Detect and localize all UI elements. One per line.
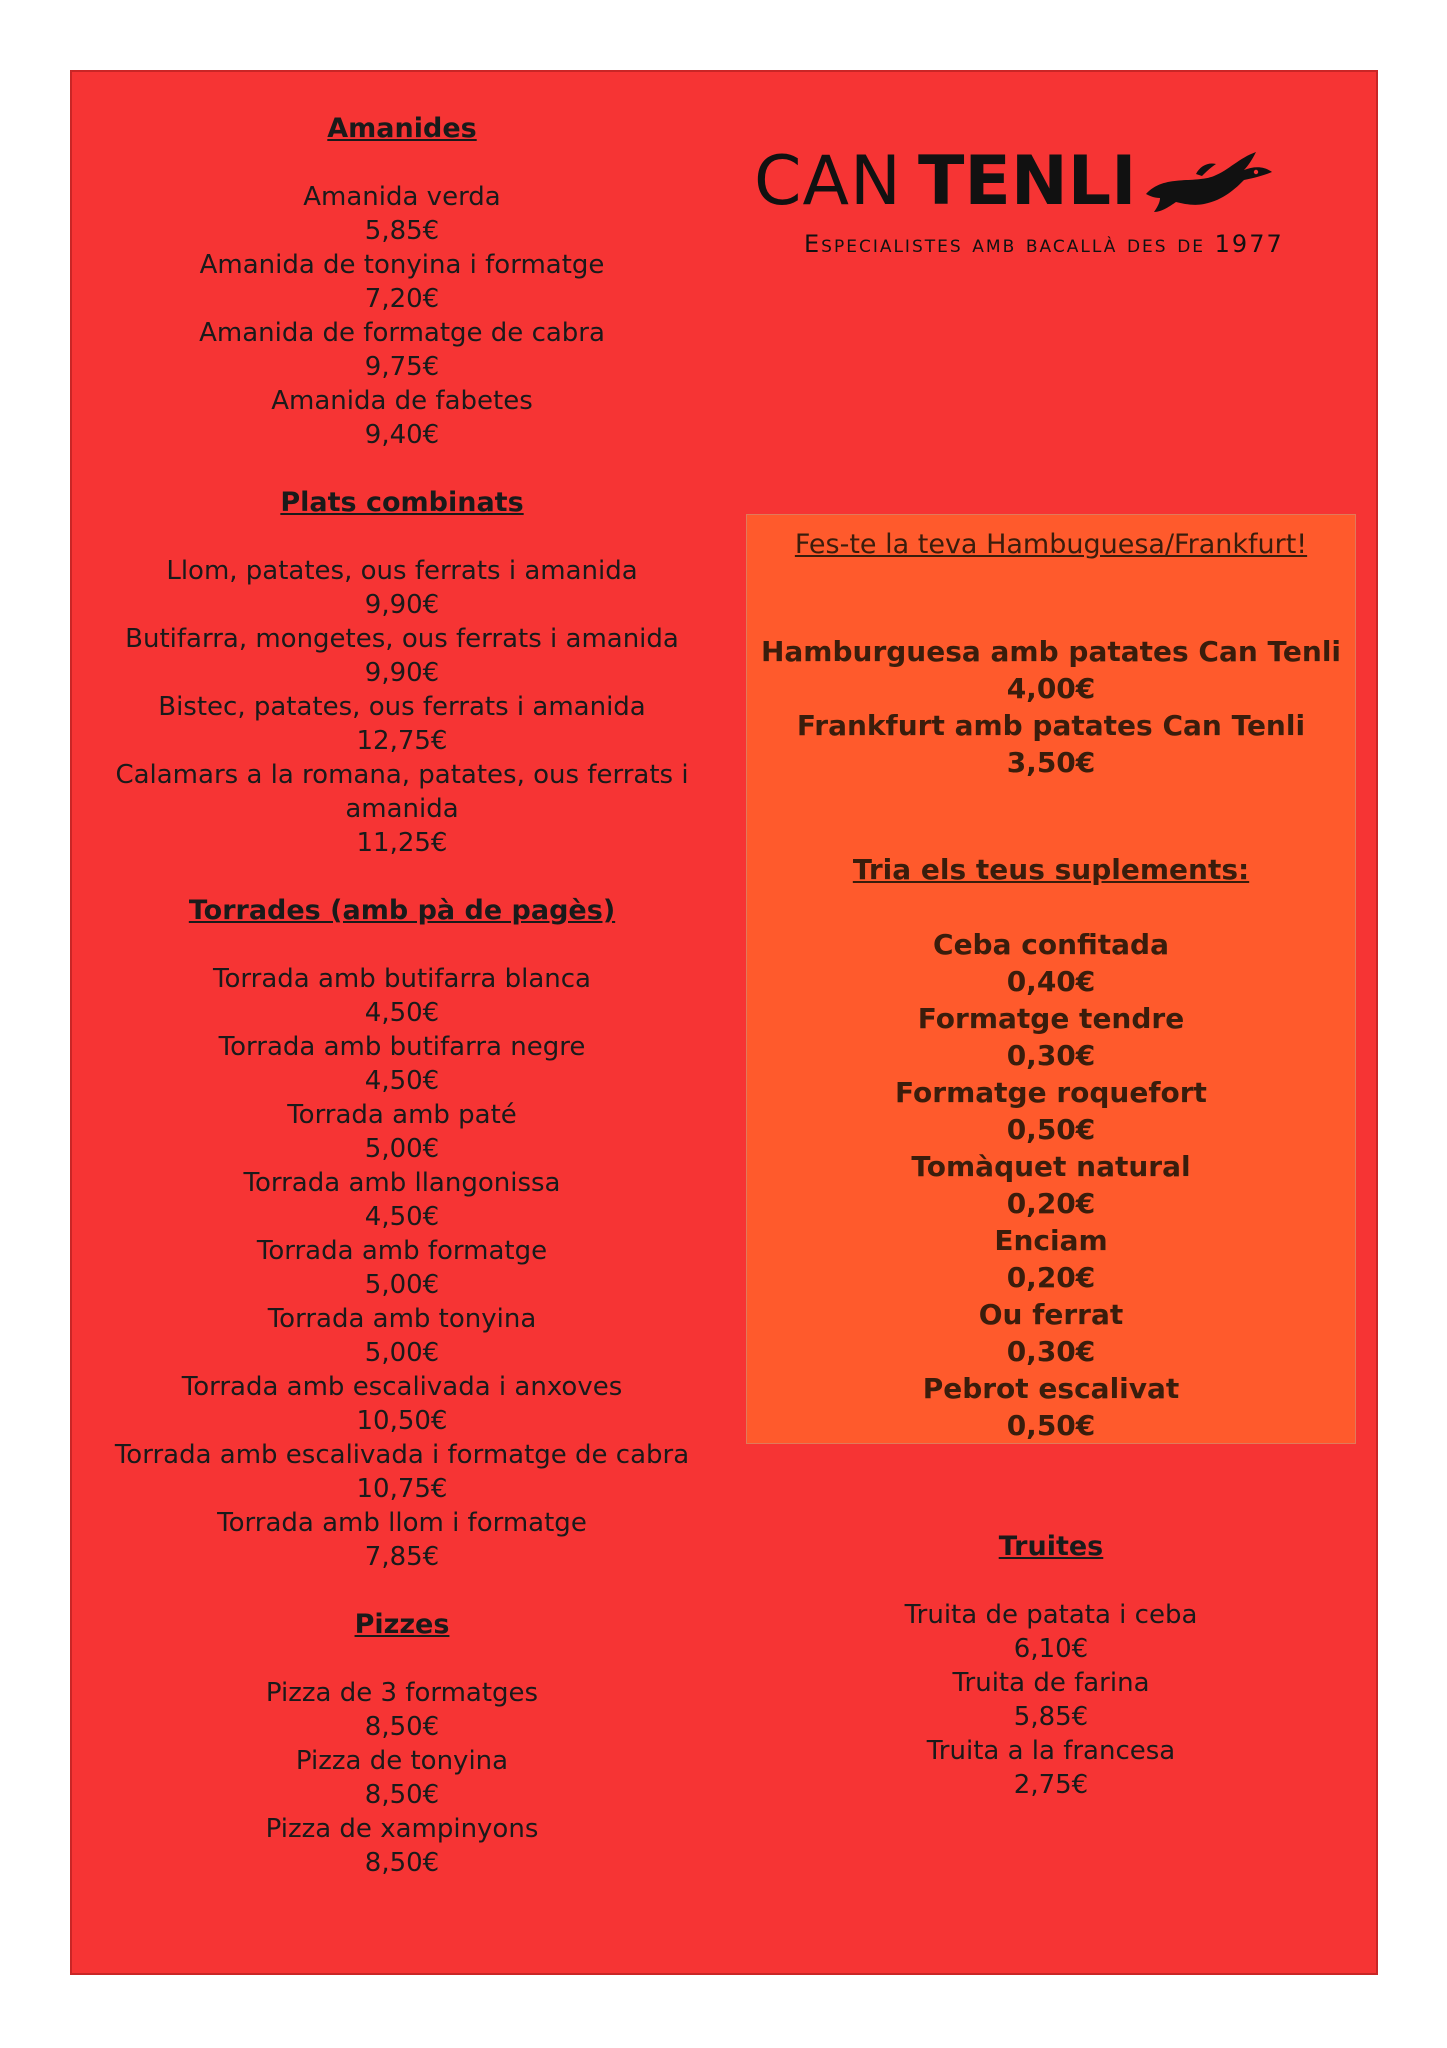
supplement-price: 0,30€	[1006, 1039, 1096, 1072]
menu-item-price: 5,00€	[364, 1134, 440, 1164]
section-truites	[746, 1530, 1356, 1836]
menu-item-name: Torrada amb formatge	[256, 1236, 548, 1266]
brand-name-bold: TENLI	[918, 142, 1137, 221]
supplement-price: 0,20€	[1006, 1261, 1096, 1294]
menu-item-price: 5,85€	[1013, 1702, 1089, 1732]
fish-icon	[1144, 144, 1274, 214]
section-amanides	[72, 112, 732, 452]
menu-item-name: Torrada amb tonyina	[267, 1304, 537, 1334]
menu-item-price: 8,50€	[364, 1848, 440, 1878]
burger-box-title: Fes-te la teva Hambuguesa/Frankfurt!	[794, 529, 1308, 560]
menu-item-name: Amanida de formatge de cabra	[199, 318, 605, 348]
menu-item-price: 5,85€	[364, 216, 440, 246]
menu-item-price: 8,50€	[364, 1712, 440, 1742]
menu-item-price: 4,50€	[364, 1066, 440, 1096]
supplement-price: 0,50€	[1006, 1409, 1096, 1442]
supplement-name: Ceba confitada	[933, 928, 1169, 961]
menu-item-name: Amanida de fabetes	[271, 386, 533, 416]
section-plats-combinats	[72, 486, 732, 860]
section-title: Plats combinats	[280, 487, 524, 518]
menu-item-price: 10,75€	[356, 1474, 448, 1504]
item-list	[72, 554, 732, 860]
brand-logo	[752, 142, 1312, 272]
menu-page	[70, 70, 1378, 1975]
menu-item-name: Amanida de tonyina i formatge	[199, 250, 605, 280]
supplement-name: Formatge roquefort	[895, 1076, 1207, 1109]
menu-item-name: Calamars a la romana, patates, ous ferrats i amanida	[115, 760, 689, 824]
menu-item-price: 4,00€	[1006, 672, 1096, 705]
menu-item-price: 9,40€	[364, 420, 440, 450]
supplement-name: Tomàquet natural	[911, 1150, 1191, 1183]
menu-item-price: 9,75€	[364, 352, 440, 382]
menu-item-name: Pizza de xampinyons	[265, 1814, 539, 1844]
menu-item-price: 7,20€	[364, 284, 440, 314]
supplement-name: Pebrot escalivat	[922, 1372, 1180, 1405]
menu-item-price: 7,85€	[364, 1542, 440, 1572]
item-list	[72, 180, 732, 452]
supplement-price: 0,30€	[1006, 1335, 1096, 1368]
item-list	[72, 962, 732, 1574]
menu-item-price: 9,90€	[364, 658, 440, 688]
menu-item-price: 4,50€	[364, 998, 440, 1028]
section-title: Amanides	[327, 113, 477, 144]
menu-item-name: Torrada amb butifarra negre	[218, 1032, 586, 1062]
menu-item-price: 2,75€	[1013, 1770, 1089, 1800]
section-title: Pizzes	[354, 1609, 450, 1640]
burger-items	[747, 633, 1355, 781]
menu-item-price: 11,25€	[356, 828, 448, 858]
left-column	[72, 112, 732, 1914]
supplements-title: Tria els teus suplements:	[852, 853, 1250, 886]
menu-item-name: Pizza de tonyina	[295, 1746, 509, 1776]
supplement-name: Formatge tendre	[917, 1002, 1185, 1035]
menu-item-name: Torrada amb paté	[287, 1100, 517, 1130]
menu-item-name: Frankfurt amb patates Can Tenli	[796, 709, 1306, 742]
menu-item-name: Truita a la francesa	[926, 1736, 1176, 1766]
brand-name-light: CAN	[754, 142, 902, 221]
menu-item-name: Torrada amb escalivada i formatge de cabra	[114, 1440, 690, 1470]
menu-item-price: 3,50€	[1006, 746, 1096, 779]
section-title: Truites	[998, 1531, 1104, 1562]
burger-box	[746, 514, 1356, 1444]
menu-item-name: Llom, patates, ous ferrats i amanida	[166, 556, 638, 586]
menu-item-price: 9,90€	[364, 590, 440, 620]
brand-tagline: Especialistes amb bacallà des de 1977	[804, 230, 1284, 258]
menu-item-name: Torrada amb llom i formatge	[217, 1508, 587, 1538]
menu-item-name: Torrada amb escalivada i anxoves	[181, 1372, 623, 1402]
menu-item-name: Bistec, patates, ous ferrats i amanida	[158, 692, 646, 722]
menu-item-price: 12,75€	[356, 726, 448, 756]
supplement-name: Ou ferrat	[978, 1298, 1124, 1331]
supplement-price: 0,50€	[1006, 1113, 1096, 1146]
menu-item-price: 5,00€	[364, 1338, 440, 1368]
menu-item-name: Butifarra, mongetes, ous ferrats i amanida	[125, 624, 679, 654]
menu-item-name: Torrada amb butifarra blanca	[213, 964, 591, 994]
section-torrades	[72, 894, 732, 1574]
menu-item-name: Truita de patata i ceba	[904, 1600, 1198, 1630]
menu-item-price: 6,10€	[1013, 1634, 1089, 1664]
menu-item-price: 10,50€	[356, 1406, 448, 1436]
menu-item-name: Torrada amb llangonissa	[243, 1168, 561, 1198]
menu-item-price: 4,50€	[364, 1202, 440, 1232]
menu-item-name: Pizza de 3 formatges	[265, 1678, 539, 1708]
item-list	[72, 1676, 732, 1880]
menu-item-name: Amanida verda	[303, 182, 501, 212]
section-pizzes	[72, 1608, 732, 1880]
menu-item-name: Hamburguesa amb patates Can Tenli	[760, 635, 1342, 668]
section-title: Torrades (amb pà de pagès)	[188, 895, 616, 926]
supplement-price: 0,20€	[1006, 1187, 1096, 1220]
menu-item-name: Truita de farina	[952, 1668, 1150, 1698]
item-list	[746, 1598, 1356, 1802]
menu-item-price: 8,50€	[364, 1780, 440, 1810]
supplement-name: Enciam	[994, 1224, 1108, 1257]
supplements-list	[747, 926, 1355, 1444]
supplement-price: 0,40€	[1006, 965, 1096, 998]
menu-item-price: 5,00€	[364, 1270, 440, 1300]
